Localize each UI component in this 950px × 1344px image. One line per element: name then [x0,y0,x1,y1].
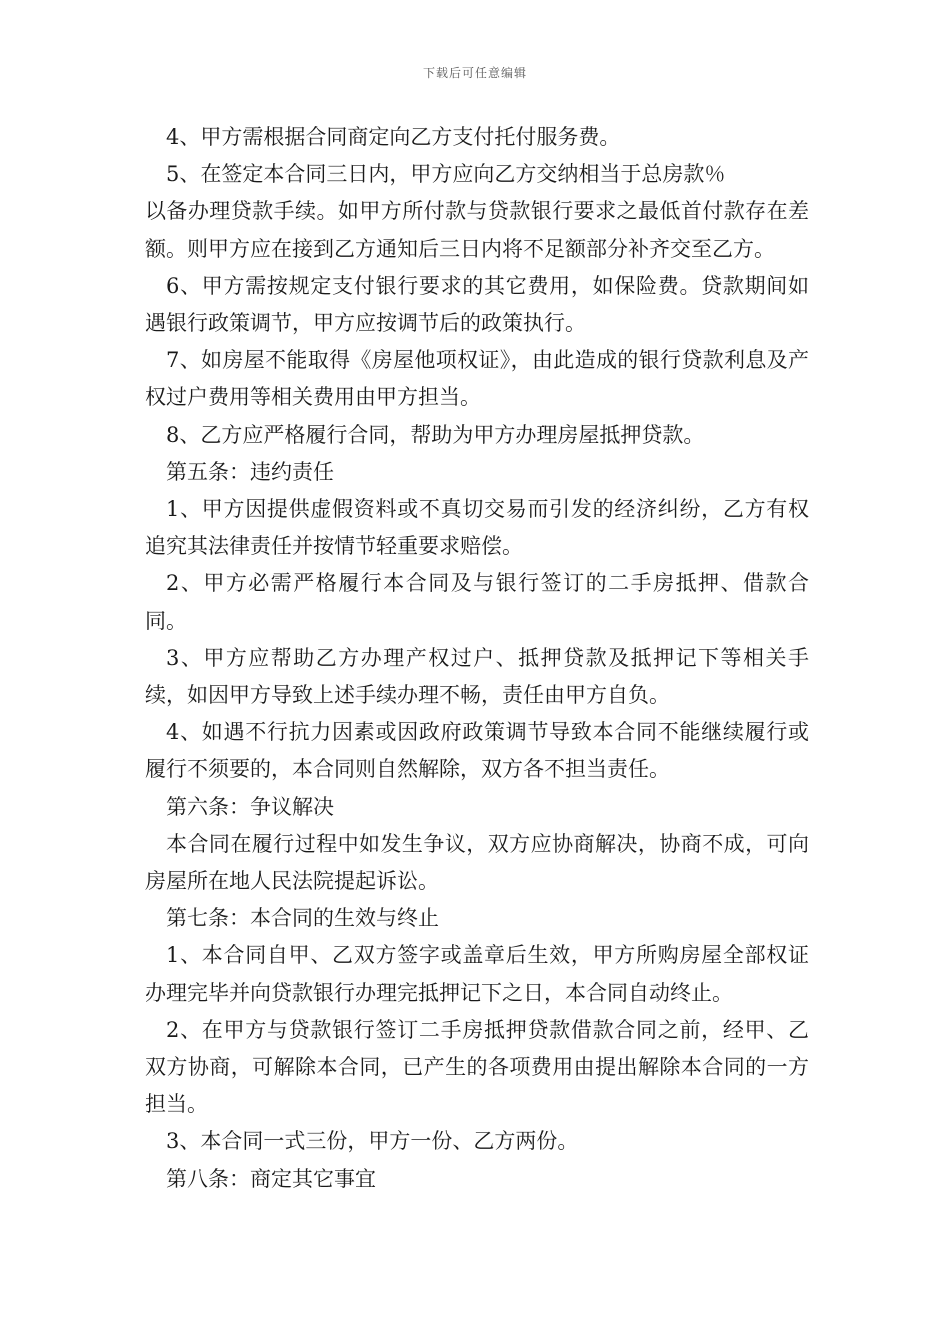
paragraph-clause-4-6: 6、甲方需按规定支付银行要求的其它费用，如保险费。贷款期间如遇银行政策调节，甲方应按调节后的政策执行。 [145,273,809,336]
paragraph-clause-5-4: 4、如遇不行抗力因素或因政府政策调节导致本合同不能继续履行或履行不须要的，本合同则自然解除，双方各不担当责任。 [145,720,809,782]
paragraph-clause-7-2: 2、在甲方与贷款银行签订二手房抵押贷款借款合同之前，经甲、乙双方协商，可解除本合同，已产生的各项费用由提出解除本合同的一方担当。 [145,1017,809,1117]
paragraph-clause-5-3: 3、甲方应帮助乙方办理产权过户、抵押贷款及抵押记下等相关手续，如因甲方导致上述手续办理不畅，责任由甲方自负。 [145,645,809,708]
paragraph-clause-4-5: 5、在签定本合同三日内，甲方应向乙方交纳相当于总房款％ [166,162,726,187]
paragraph-clause-4-4: 4、甲方需根据合同商定向乙方支付托付服务费。 [166,125,621,149]
section-heading-article-6: 第六条：争议解决 [166,794,334,819]
section-heading-article-8: 第八条：商定其它事宜 [166,1166,376,1191]
page-header: 下载后可任意编辑 [422,66,527,80]
paragraph-clause-6: 本合同在履行过程中如发生争议，双方应协商解决，协商不成，可向房屋所在地人民法院提起诉讼。 [145,831,809,894]
paragraph-clause-5-1: 1、甲方因提供虚假资料或不真切交易而引发的经济纠纷，乙方有权追究其法律责任并按情节轻重要求赔偿。 [145,497,809,559]
paragraph-clause-4-5-continued: 以备办理贷款手续。如甲方所付款与贷款银行要求之最低首付款存在差额。则甲方应在接到乙方通知后三日内将不足额部分补齐交至乙方。 [145,199,809,261]
section-heading-article-7: 第七条：本合同的生效与终止 [166,906,439,931]
paragraph-clause-4-8: 8、乙方应严格履行合同，帮助为甲方办理房屋抵押贷款。 [166,422,705,447]
paragraph-clause-7-1: 1、本合同自甲、乙双方签字或盖章后生效，甲方所购房屋全部权证办理完毕并向贷款银行办理完抵押记下之日，本合同自动终止。 [145,943,809,1005]
paragraph-clause-5-2: 2、甲方必需严格履行本合同及与银行签订的二手房抵押、借款合同。 [145,571,809,633]
section-heading-article-5: 第五条：违约责任 [166,459,334,484]
document-body [145,119,809,1198]
paragraph-clause-7-3: 3、本合同一式三份，甲方一份、乙方两份。 [166,1129,579,1154]
paragraph-clause-4-7: 7、如房屋不能取得《房屋他项权证》，由此造成的银行贷款利息及产权过户费用等相关费用由甲方担当。 [145,348,809,410]
